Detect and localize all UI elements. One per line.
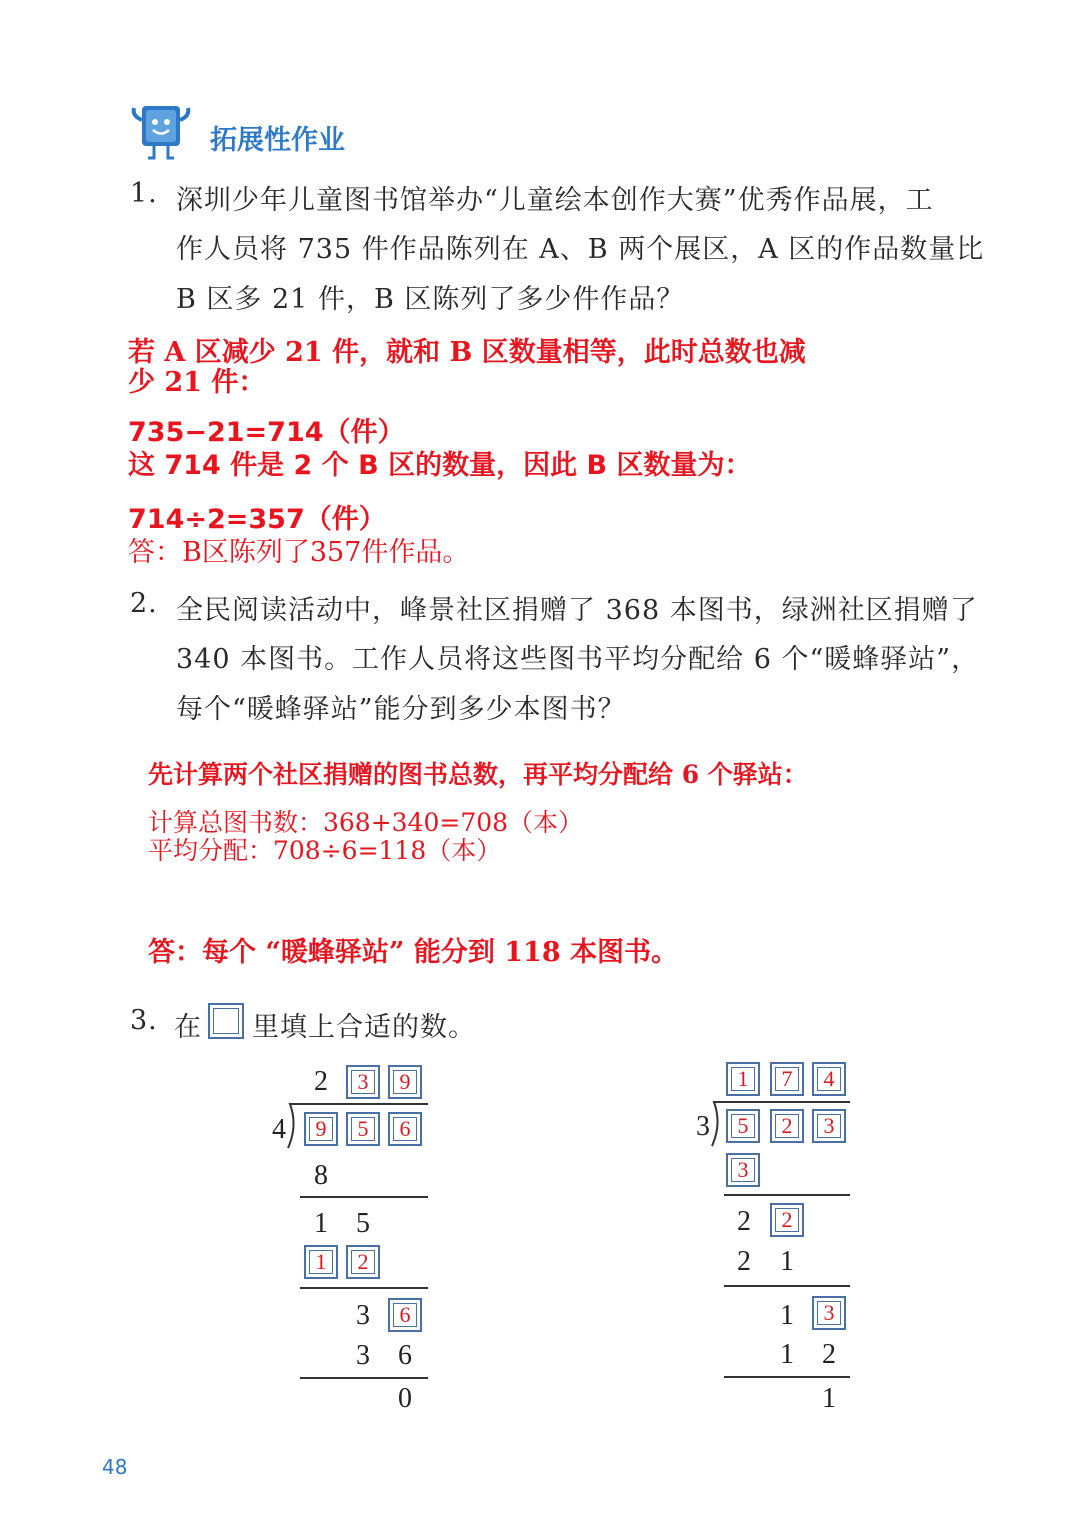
left-step4-digit: 3 [356, 1300, 370, 1331]
left-divider-line [300, 1377, 428, 1379]
left-quotient-box [388, 1065, 422, 1099]
right-step2-digit: 2 [737, 1206, 751, 1237]
right-quotient-box [726, 1062, 760, 1096]
left-step5-digit: 6 [398, 1340, 412, 1371]
right-step4-digit: 1 [780, 1300, 794, 1331]
right-dividend-box-value: 5 [737, 1113, 749, 1138]
left-remainder: 0 [398, 1383, 412, 1414]
left-divider-line [300, 1287, 428, 1289]
left-quotient-box [346, 1065, 380, 1099]
q1-answer-line-4: 这 714 件是 2 个 B 区的数量，因此 B 区数量为： [128, 450, 752, 481]
q2-line-1: 全民阅读活动中，峰景社区捐赠了 368 本图书，绿洲社区捐赠了 [176, 595, 978, 626]
right-divider-line [724, 1376, 850, 1378]
q1-answer-line-1: 若 A 区减少 21 件，就和 B 区数量相等，此时总数也减 [128, 337, 806, 368]
right-dividend-box [770, 1109, 804, 1143]
q1-answer-line-5: 714÷2=357（件） [128, 504, 386, 535]
section-title: 拓展性作业 [210, 125, 345, 156]
right-step4-box-value: 3 [823, 1300, 835, 1325]
q1-line-3: B 区多 21 件，B 区陈列了多少件作品？ [176, 284, 685, 315]
right-dividend-box-value: 2 [781, 1113, 793, 1138]
left-quotient-box-value: 3 [357, 1069, 369, 1094]
left-dividend-box-value: 9 [315, 1116, 327, 1141]
left-dividend-box-value: 5 [357, 1116, 369, 1141]
left-divisor: 4 [272, 1114, 286, 1145]
q2-answer-line-4: 答：每个 “暖蜂驿站” 能分到 118 本图书。 [148, 937, 679, 968]
left-dividend-box [346, 1112, 380, 1146]
right-step5-digit: 1 [780, 1339, 794, 1370]
left-step2-digit: 1 [314, 1208, 328, 1239]
q3-blank-box-example [208, 1003, 244, 1039]
left-dividend-box [388, 1112, 422, 1146]
left-step3-box-value: 1 [315, 1249, 327, 1274]
right-step5-digit: 2 [822, 1339, 836, 1370]
left-step3-box [346, 1245, 380, 1279]
right-step2-box-value: 2 [781, 1207, 793, 1232]
left-step4-box [388, 1298, 422, 1332]
q1-number: 1. [130, 178, 158, 209]
left-quotient-box-value: 9 [399, 1069, 411, 1094]
q3-suffix: 里填上合适的数。 [252, 1012, 476, 1043]
right-quotient-box [770, 1062, 804, 1096]
right-divider-line [724, 1194, 850, 1196]
left-divider-line [300, 1196, 428, 1198]
right-step1-box-value: 3 [737, 1157, 749, 1182]
left-step1: 8 [314, 1160, 328, 1191]
q2-line-2: 340 本图书。工作人员将这些图书平均分配给 6 个“暖蜂驿站”， [176, 644, 980, 675]
left-dividend-box-value: 6 [399, 1116, 411, 1141]
q2-line-3: 每个“暖蜂驿站”能分到多少本图书？ [176, 694, 626, 725]
right-dividend-box-value: 3 [823, 1113, 835, 1138]
right-step4-box [812, 1296, 846, 1330]
left-dividend-box [304, 1112, 338, 1146]
left-step4-box-value: 6 [399, 1302, 411, 1327]
right-quotient-box-value: 4 [823, 1066, 835, 1091]
right-quotient-box-value: 7 [781, 1066, 793, 1091]
right-dividend-box [812, 1109, 846, 1143]
right-divisor: 3 [696, 1111, 710, 1142]
page-number: 48 [102, 1455, 128, 1479]
q3-prefix: 在 [174, 1012, 202, 1043]
q1-line-2: 作人员将 735 件作品陈列在 A、B 两个展区，A 区的作品数量比 [176, 234, 985, 265]
left-step2-digit: 5 [356, 1208, 370, 1239]
right-quotient-box-value: 1 [737, 1066, 749, 1091]
book-mascot-icon [128, 102, 198, 164]
right-step3-digit: 1 [780, 1246, 794, 1277]
right-step1-box [726, 1153, 760, 1187]
q1-answer-line-2: 少 21 件： [128, 367, 266, 398]
left-step3-box-value: 2 [357, 1249, 369, 1274]
right-step2-box [770, 1203, 804, 1237]
left-step3-box [304, 1245, 338, 1279]
right-step3-digit: 2 [737, 1246, 751, 1277]
right-quotient-box [812, 1062, 846, 1096]
q2-answer-line-1: 先计算两个社区捐赠的图书总数，再平均分配给 6 个驿站： [148, 760, 808, 789]
q2-number: 2. [130, 588, 158, 619]
q1-answer-line-6: 答：B区陈列了357件作品。 [128, 537, 470, 568]
right-remainder: 1 [822, 1383, 836, 1414]
q2-answer-line-3: 平均分配：708÷6=118（本） [148, 836, 502, 865]
q1-answer-line-3: 735−21=714（件） [128, 417, 405, 448]
right-divider-line [724, 1285, 850, 1287]
right-dividend-box [726, 1109, 760, 1143]
q1-line-1: 深圳少年儿童图书馆举办“儿童绘本创作大赛”优秀作品展，工 [176, 185, 934, 216]
left-step5-digit: 3 [356, 1340, 370, 1371]
q2-answer-line-2: 计算总图书数：368+340=708（本） [148, 808, 584, 837]
left-quotient-digit: 2 [314, 1066, 328, 1097]
q3-number: 3. [130, 1005, 158, 1036]
